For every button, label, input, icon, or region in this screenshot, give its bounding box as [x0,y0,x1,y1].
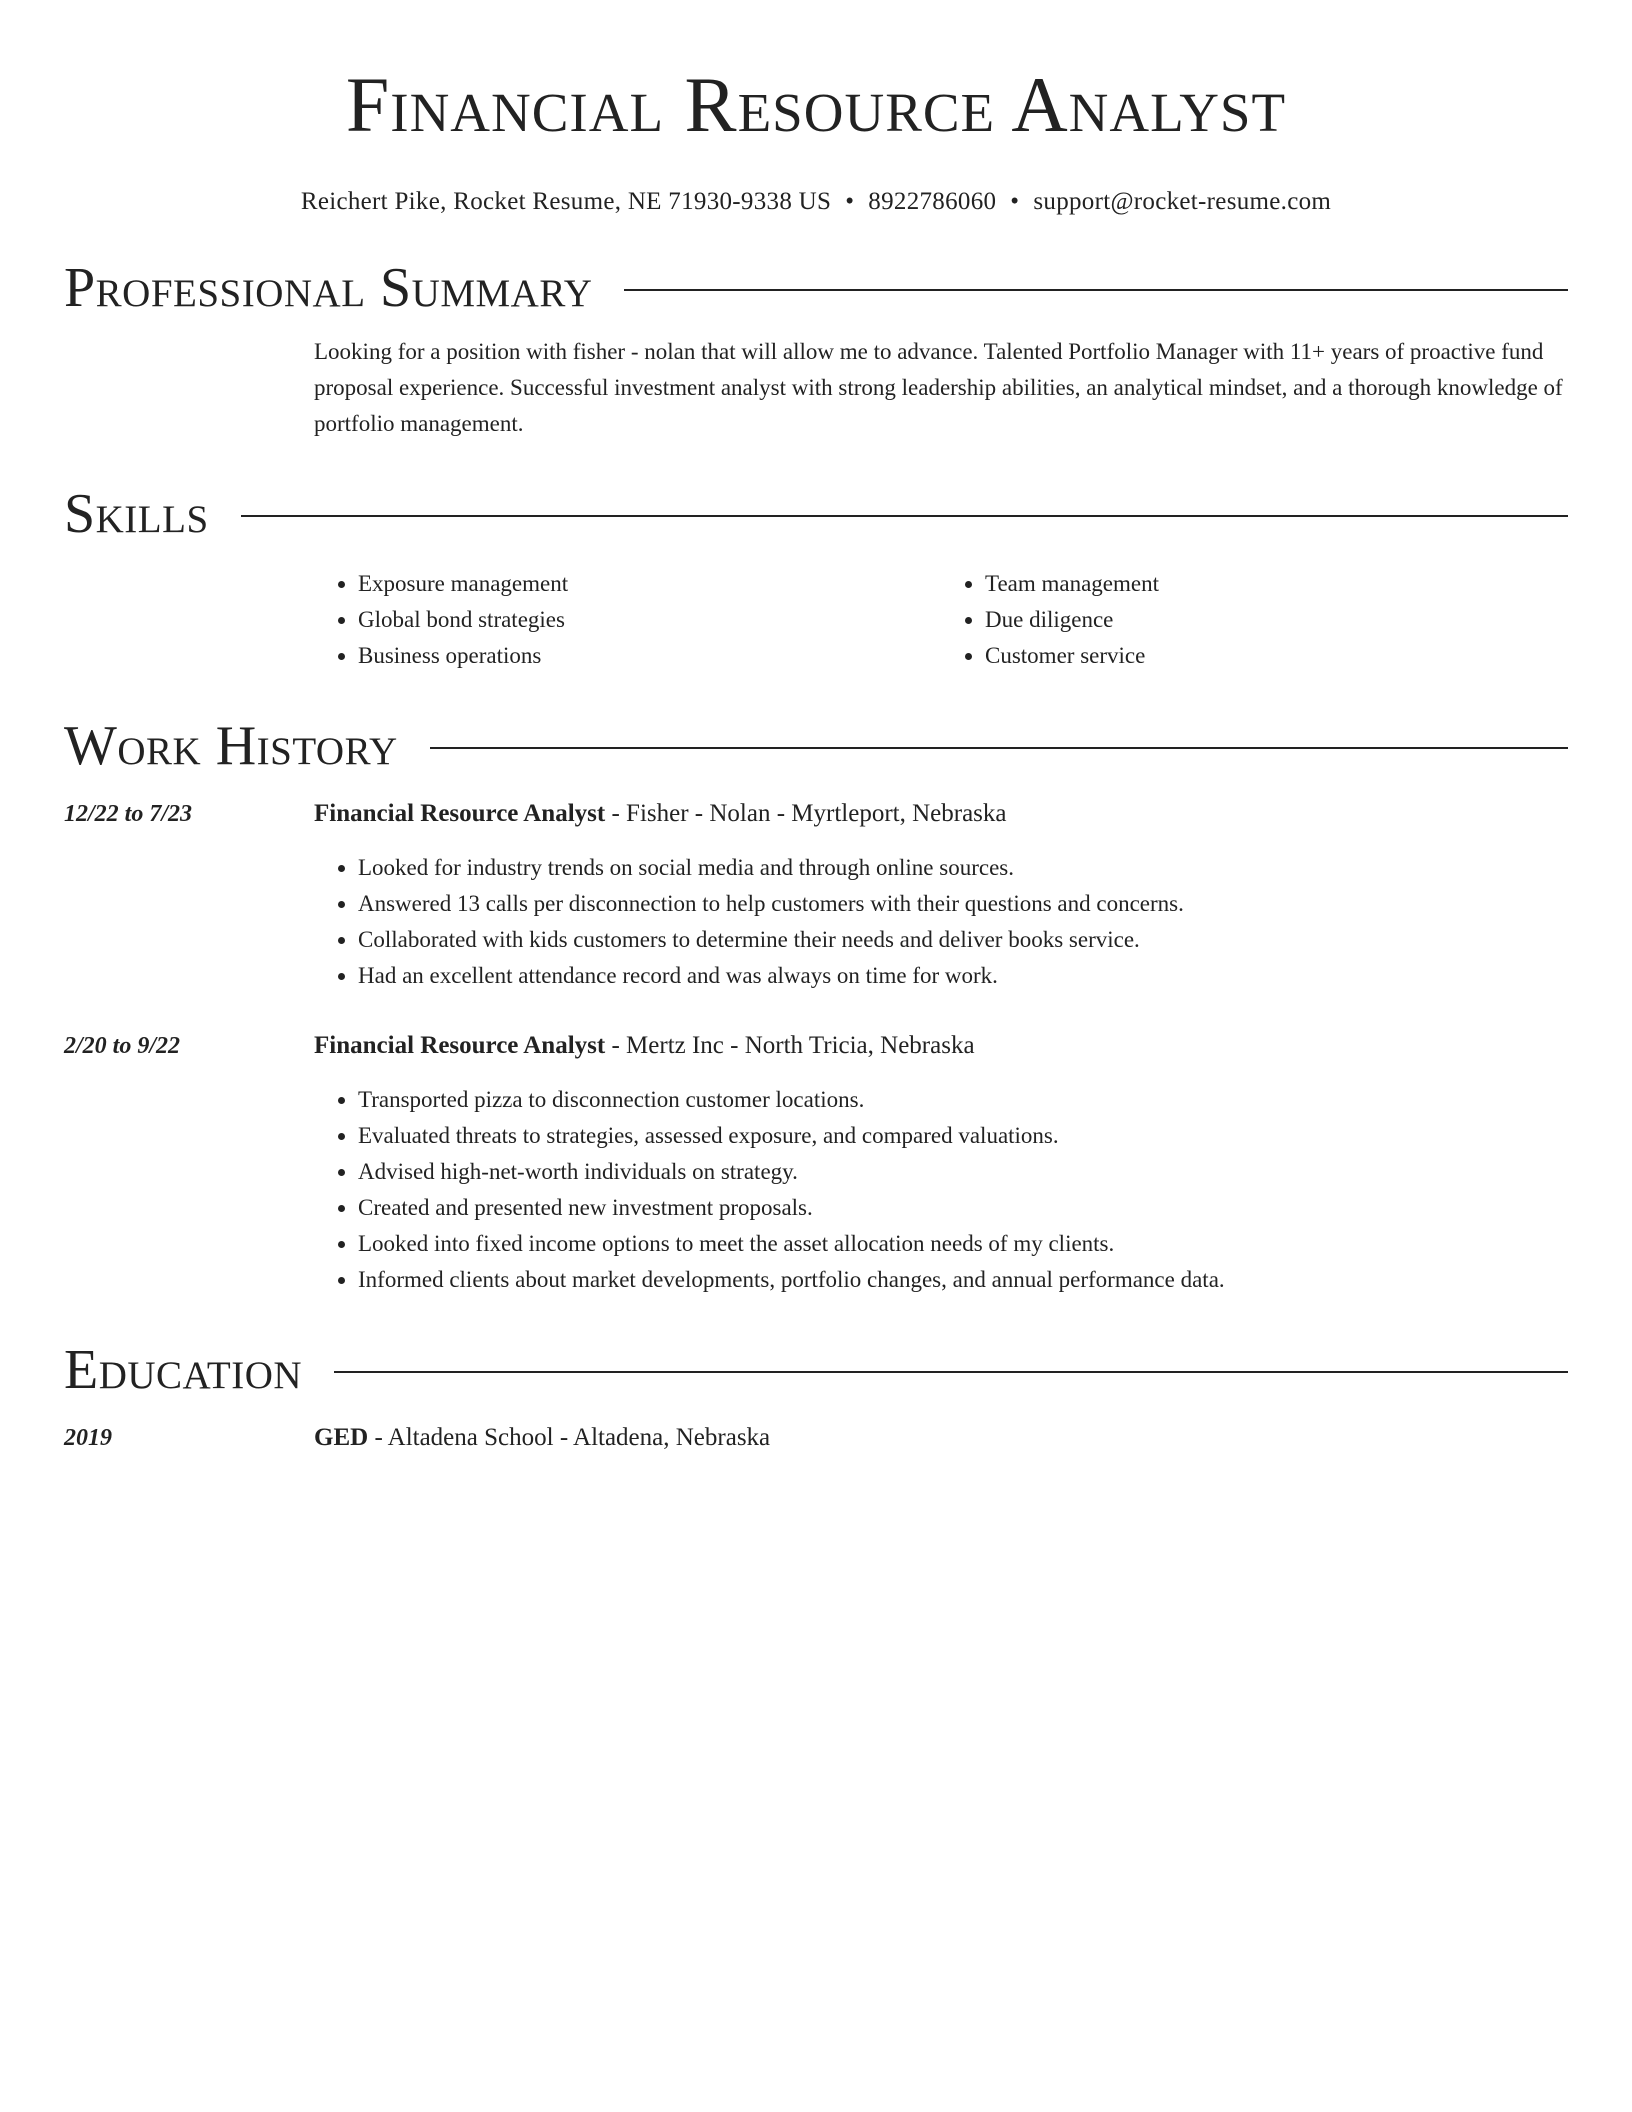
skill-item: • Business operations [358,638,941,674]
education-heading: Education [64,1339,303,1401]
work-bullet: • Had an excellent attendance record and was always on time for work. [358,958,1568,994]
work-section-header [64,714,1568,778]
work-bullet: • Evaluated threats to strategies, assessed exposure, and compared valuations. [358,1118,1568,1154]
job-title: Financial Resource Analyst [314,800,606,827]
contact-line [64,188,1568,216]
skills-heading: Skills [64,483,209,545]
contact-phone: 8922786060 [868,188,997,215]
work-position [314,796,1568,832]
education-year: 2019 [64,1425,112,1451]
skills-column-right [941,566,1568,674]
work-dates: 2/20 to 9/22 [64,1033,181,1059]
work-heading: Work History [64,715,398,777]
summary-section-header [64,256,1568,320]
work-bullet: • Looked for industry trends on social media and through online sources. [358,850,1568,886]
work-bullet: • Advised high-net-worth individuals on strategy. [358,1154,1568,1190]
work-bullet: • Looked into fixed income options to meet the asset allocation needs of my clients. [358,1226,1568,1262]
work-bullet: • Informed clients about market developments, portfolio changes, and annual performance data. [358,1262,1568,1298]
work-bullet: • Answered 13 calls per disconnection to help customers with their questions and concerns. [358,886,1568,922]
section-divider [241,515,1568,517]
work-bullets [314,1082,1568,1298]
work-entry [64,1028,1568,1298]
skill-item: • Due diligence [985,602,1568,638]
job-employer-location: - Fisher - Nolan - Myrtleport, Nebraska [605,800,1007,827]
skill-item: • Exposure management [358,566,941,602]
education-degree: GED [314,1424,369,1451]
job-employer-location: - Mertz Inc - North Tricia, Nebraska [605,1032,975,1059]
summary-heading: Professional Summary [64,257,593,319]
education-school-location: - Altadena School - Altadena, Nebraska [368,1424,771,1451]
contact-separator: • [1010,188,1020,215]
work-bullets [314,850,1568,994]
education-section-header [64,1338,1568,1402]
resume-title: Financial Resource Analyst [345,61,1287,148]
education-details [314,1420,1568,1456]
skills-list [314,566,1568,674]
section-divider [334,1371,1568,1373]
work-position [314,1028,1568,1064]
work-bullet: • Collaborated with kids customers to determine their needs and deliver books service. [358,922,1568,958]
work-bullet: • Created and presented new investment proposals. [358,1190,1568,1226]
contact-separator: • [845,188,855,215]
skill-item: • Team management [985,566,1568,602]
skills-column-left [314,566,941,674]
skill-item: • Global bond strategies [358,602,941,638]
work-entry-header [64,796,1568,832]
education-entry [64,1420,1568,1456]
work-dates: 12/22 to 7/23 [64,801,193,827]
work-entry-header [64,1028,1568,1064]
skills-section-header [64,482,1568,546]
skill-item: • Customer service [985,638,1568,674]
section-divider [624,289,1568,291]
work-entry [64,796,1568,994]
contact-address: Reichert Pike, Rocket Resume, NE 71930-9338 US [300,188,832,215]
job-title: Financial Resource Analyst [314,1032,606,1059]
section-divider [430,747,1568,749]
summary-text: Looking for a position with fisher - nolan that will allow me to advance. Talented Portfolio Manager with 11+ years of proactive fund proposal experience. Successful investment analyst with strong leadership abilities, an analytical mindset, and a thorough knowledge of portfolio management. [314,339,1563,436]
contact-email: support@rocket-resume.com [1033,188,1332,215]
work-bullet: • Transported pizza to disconnection customer locations. [358,1082,1568,1118]
